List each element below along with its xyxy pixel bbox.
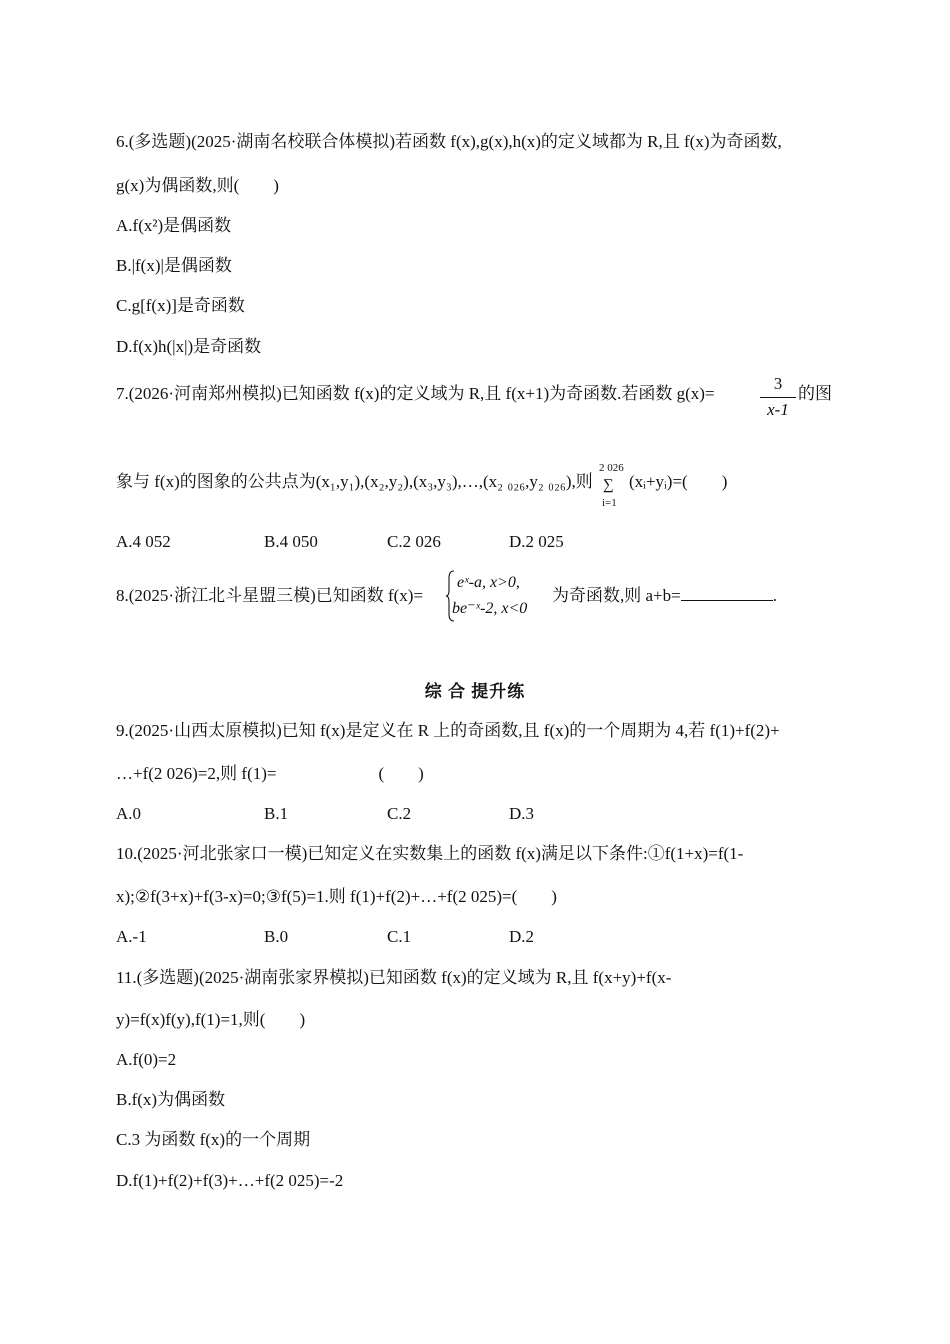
q11-option-c: C.3 为函数 f(x)的一个周期 (116, 1130, 311, 1149)
q9-option-a: A.0 (116, 804, 142, 823)
q6-option-b: B.|f(x)|是偶函数 (116, 256, 232, 275)
q10-stem-line1: 10.(2025·河北张家口一模)已知定义在实数集上的函数 f(x)满足以下条件:①f(1+x)=f(1- (116, 844, 744, 863)
q7-option-d: D.2 025 (509, 532, 564, 551)
q10-option-d: D.2 (509, 927, 535, 946)
q6-stem-line1: 6.(多选题)(2025·湖南名校联合体模拟)若函数 f(x),g(x),h(x)的定义域都为 R,且 f(x)为奇函数, (116, 132, 782, 151)
q10-option-b: B.0 (264, 927, 289, 946)
q6-option-a: A.f(x²)是偶函数 (116, 216, 232, 235)
q7-option-b: B.4 050 (264, 532, 318, 551)
q6-option-c: C.g[f(x)]是奇函数 (116, 296, 245, 315)
q7-sum-upper-limit: 2 026 (599, 462, 624, 474)
q7-fraction-bar (760, 397, 796, 398)
q10-stem-line2: x);②f(3+x)+f(3-x)=0;③f(5)=1.则 f(1)+f(2)+…+f(2 025)=( ) (116, 887, 557, 906)
q7-fraction-denominator: x-1 (767, 400, 789, 419)
q7-fraction-numerator: 3 (773, 374, 783, 393)
q9-option-b: B.1 (264, 804, 289, 823)
q11-option-a: A.f(0)=2 (116, 1050, 177, 1069)
q7-sum-symbol: ∑ (603, 477, 614, 493)
q7-sum-lower-limit: i=1 (602, 497, 617, 509)
q9-option-d: D.3 (509, 804, 535, 823)
q7-stem-line2: 象与 f(x)的图象的公共点为(x₁,y₁),(x₂,y₂),(x₃,y₃),…,(x₂ ₀₂₆,y₂ ₀₂₆),则 (116, 472, 593, 491)
q6-option-d: D.f(x)h(|x|)是奇函数 (116, 337, 262, 356)
q6-stem-line2: g(x)为偶函数,则( ) (116, 176, 279, 195)
q11-option-b: B.f(x)为偶函数 (116, 1090, 226, 1109)
q7-option-a: A.4 052 (116, 532, 171, 551)
q8-answer-blank[interactable] (681, 585, 773, 601)
q8-piecewise-case1: eˣ-a, x>0, (457, 574, 520, 591)
q11-stem-line2: y)=f(x)f(y),f(1)=1,则( ) (116, 1010, 306, 1029)
q7-stem-line1-tail: 的图 (798, 384, 832, 403)
q7-option-c: C.2 026 (387, 532, 441, 551)
q9-stem-line2: …+f(2 026)=2,则 f(1)= ( ) (116, 764, 424, 783)
q8-stem-tail (552, 585, 777, 607)
q11-stem-line1: 11.(多选题)(2025·湖南张家界模拟)已知函数 f(x)的定义域为 R,且 f(x+y)+f(x- (116, 968, 672, 987)
q9-option-c: C.2 (387, 804, 412, 823)
q10-option-a: A.-1 (116, 927, 147, 946)
q11-option-d: D.f(1)+f(2)+f(3)+…+f(2 025)=-2 (116, 1171, 344, 1190)
q8-stem-head: 8.(2025·浙江北斗星盟三模)已知函数 f(x)= (116, 586, 424, 605)
q8-piecewise-case2: be⁻ˣ-2, x<0 (452, 600, 528, 617)
q8-stem-tail-text: 为奇函数,则 a+b= (552, 586, 681, 605)
q8-stem-end: . (772, 586, 777, 605)
q9-stem-line1: 9.(2025·山西太原模拟)已知 f(x)是定义在 R 上的奇函数,且 f(x)的一个周期为 4,若 f(1)+f(2)+ (116, 721, 780, 740)
q7-stem-line1: 7.(2026·河南郑州模拟)已知函数 f(x)的定义域为 R,且 f(x+1)为奇函数.若函数 g(x)= (116, 384, 715, 403)
q7-stem-line2-tail: (xᵢ+yᵢ)=( ) (629, 472, 728, 491)
q10-option-c: C.1 (387, 927, 412, 946)
section-title: 综 合 提升练 (424, 682, 526, 701)
